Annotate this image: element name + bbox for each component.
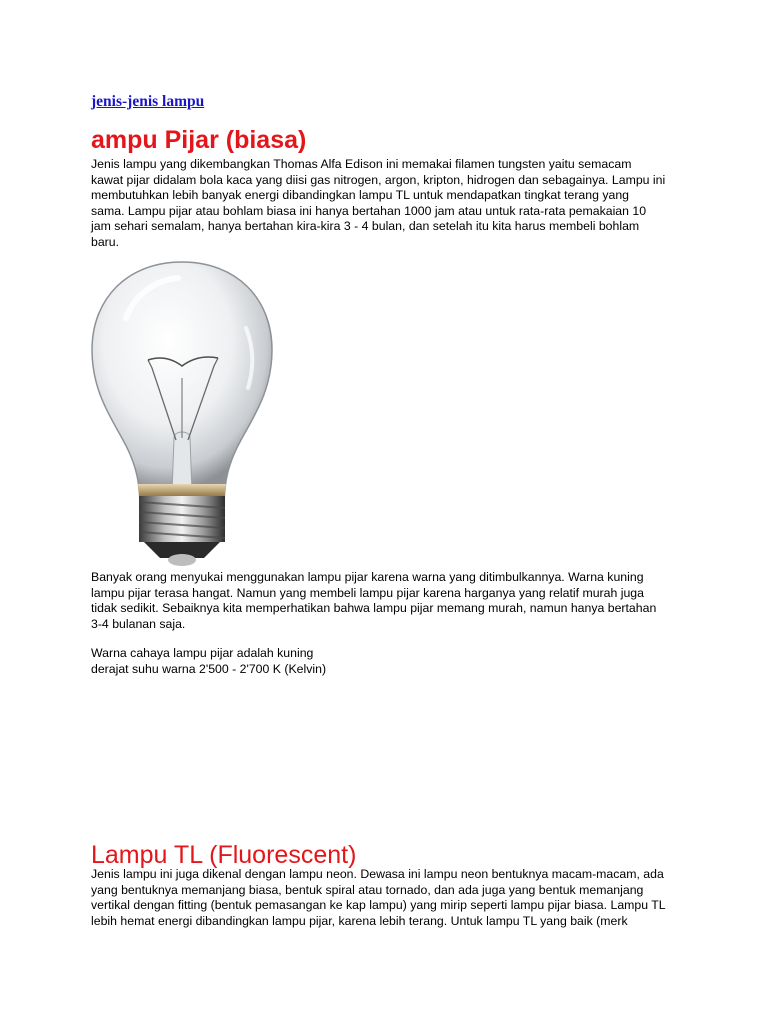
light-bulb-image: [86, 258, 278, 570]
text-line: baru.: [91, 234, 120, 249]
text-line: lebih hemat energi dibandingkan lampu pijar, karena lebih terang. Untuk lampu TL yang baik (merk: [91, 913, 628, 928]
text-line: tidak sedikit. Sebaiknya kita memperhatikan bahwa lampu pijar memang murah, namun hanya bertahan: [91, 601, 657, 616]
text-line: Banyak orang menyukai menggunakan lampu pijar karena warna yang ditimbulkannya. Warna kuning: [91, 570, 644, 584]
jenis-jenis-lampu-link[interactable]: jenis-jenis lampu: [91, 93, 205, 110]
text-line: membutuhkan lebih banyak energi dibandingkan lampu TL untuk mendapatkan tingkat terang yang: [91, 188, 630, 203]
text-line: Warna cahaya lampu pijar adalah kuning: [91, 646, 314, 660]
heading-lampu-tl: Lampu TL (Fluorescent): [91, 841, 357, 869]
text-line: sama. Lampu pijar atau bohlam biasa ini hanya bertahan 1000 jam atau untuk rata-rata pemakaian 10: [91, 203, 647, 218]
text-line: Jenis lampu ini juga dikenal dengan lampu neon. Dewasa ini lampu neon bentuknya macam-macam, ada: [91, 867, 664, 881]
paragraph-lampu-tl-intro: [91, 867, 691, 929]
text-line: jam sehari semalam, hanya bertahan kira-kira 3 - 4 bulan, dan setelah itu kita harus membeli bohlam: [91, 219, 640, 234]
text-line: kawat pijar didalam bola kaca yang diisi gas nitrogen, argon, kripton, hidrogen dan sebagainya. Lampu ini: [91, 172, 666, 187]
text-line: derajat suhu warna 2'500 - 2'700 K (Kelvin): [91, 661, 327, 676]
heading-lampu-pijar: ampu Pijar (biasa): [91, 126, 307, 154]
text-line: Jenis lampu yang dikembangkan Thomas Alfa Edison ini memakai filamen tungsten yaitu semacam: [91, 157, 632, 171]
paragraph-lampu-pijar-intro: [91, 157, 691, 251]
text-line: 3-4 bulanan saja.: [91, 616, 186, 631]
text-line: yang bentuknya memanjang biasa, bentuk spiral atau tornado, dan ada juga yang bentuk memanjang: [91, 882, 644, 897]
text-line: vertikal dengan fitting (bentuk pemasangan ke kap lampu) yang mirip seperti lampu pijar biasa. Lampu TL: [91, 898, 666, 913]
paragraph-lampu-pijar-popularity: [91, 570, 691, 632]
paragraph-lampu-pijar-color: [91, 646, 691, 677]
text-line: lampu pijar terasa hangat. Namun yang membeli lampu pijar karena harganya yang relatif murah juga: [91, 585, 644, 600]
